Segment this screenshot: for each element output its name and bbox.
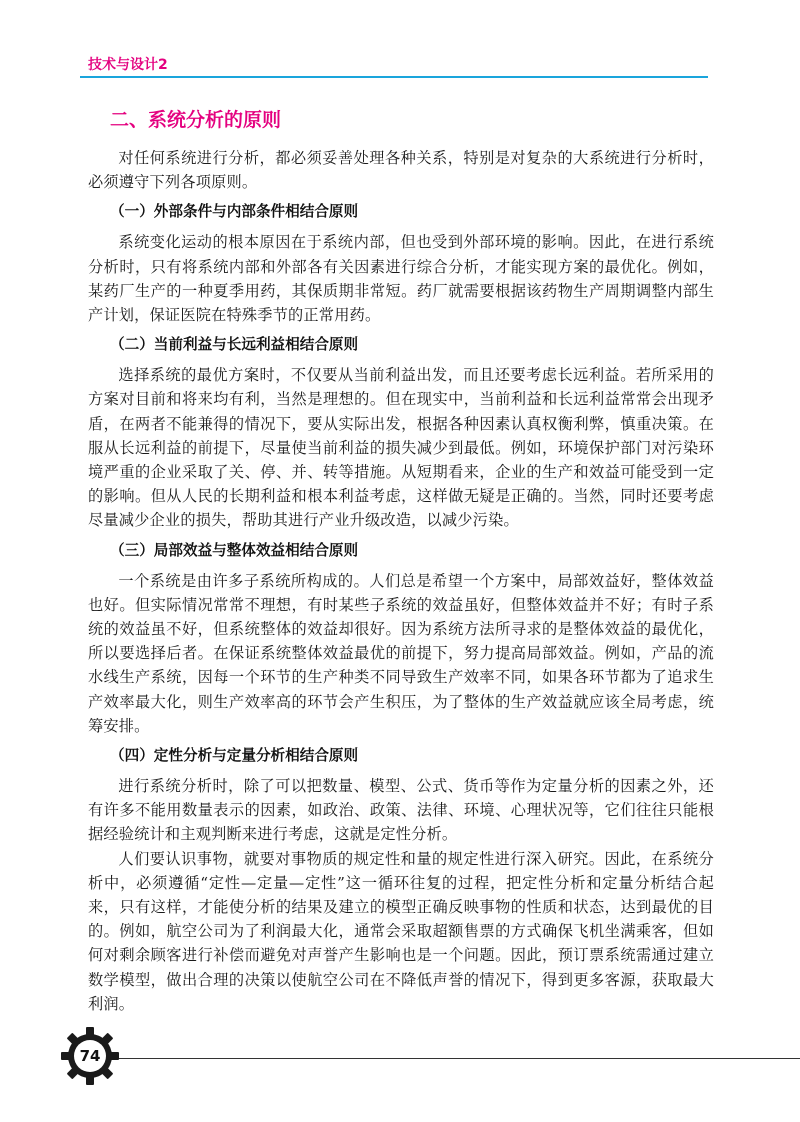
principle-4-title: （四）定性分析与定量分析相结合原则 [110,747,359,765]
section-title: 二、系统分析的原则 [110,109,282,131]
principle-1-title: （一）外部条件与内部条件相结合原则 [110,203,359,221]
intro-paragraph: 对任何系统进行分析，都必须妥善处理各种关系，特别是对复杂的大系统进行分析时，必须遵守下列各项原则。 [88,149,714,192]
principle-4-paragraph-2: 人们要认识事物，就要对事物质的规定性和量的规定性进行深入研究。因此，在系统分析中，必须遵循“定性—定量—定性”这一循环往复的过程，把定性分析和定量分析结合起来，只有这样，才能使分析的结果及建立的模型正确反映事物的性质和状态，达到最优的目的。例如，航空公司为了利润最大化，通常会采取超额售票的方式确保飞机坐满乘客，但如何对剩余顾客进行补偿而避免对声誉产生影响也是一个问题。因此，预订票系统需通过建立数学模型，做出合理的决策以使航空公司在不降低声誉的情况下，得到更多客源，获取最大利润。 [88,849,714,1013]
header-rule [80,76,708,78]
principle-1-paragraph: 系统变化运动的根本原因在于系统内部，但也受到外部环境的影响。因此，在进行系统分析时，只有将系统内部和外部各有关因素进行综合分析，才能实现方案的最优化。例如，某药厂生产的一种夏季用药，其保质期非常短。药厂就需要根据该药物生产周期调整内部生产计划，保证医院在特殊季节的正常用药。 [88,233,714,325]
running-header-title: 技术与设计2 [88,57,168,73]
principle-2-title: （二）当前利益与长远利益相结合原则 [110,336,359,354]
page-number: 74 [79,1047,101,1065]
principle-2-paragraph: 选择系统的最优方案时，不仅要从当前利益出发，而且还要考虑长远利益。若所采用的方案对目前和将来均有利，当然是理想的。但在现实中，当前利益和长远利益常常会出现矛盾，在两者不能兼得的情况下，要从实际出发，根据各种因素认真权衡利弊，慎重决策。在服从长远利益的前提下，尽量使当前利益的损失减少到最低。例如，环境保护部门对污染环境严重的企业采取了关、停、并、转等措施。从短期看来，企业的生产和效益可能受到一定的影响。但从人民的长期利益和根本利益考虑，这样做无疑是正确的。当然，同时还要考虑尽量减少企业的损失，帮助其进行产业升级改造，以减少污染。 [88,366,714,530]
footer-rule [114,1058,800,1059]
page-content [88,106,714,1016]
principle-3-paragraph: 一个系统是由许多子系统所构成的。人们总是希望一个方案中，局部效益好，整体效益也好。但实际情况常常不理想，有时某些子系统的效益虽好，但整体效益并不好；有时子系统的效益虽不好，但系统整体的效益却很好。因为系统方法所寻求的是整体效益的最优化，所以要选择后者。在保证系统整体效益最优的前提下，努力提高局部效益。例如，产品的流水线生产系统，因每一个环节的生产种类不同导致生产效率不同，如果各环节都为了追求生产效率最大化，则生产效率高的环节会产生积压，为了整体的生产效益就应该全局考虑，统筹安排。 [88,571,714,735]
principle-3-title: （三）局部效益与整体效益相结合原则 [110,541,359,559]
principle-4-paragraph-1: 进行系统分析时，除了可以把数量、模型、公式、货币等作为定量分析的因素之外，还有许多不能用数量表示的因素，如政治、政策、法律、环境、心理状况等，它们往往只能根据经验统计和主观判断来进行考虑，这就是定性分析。 [88,777,714,844]
